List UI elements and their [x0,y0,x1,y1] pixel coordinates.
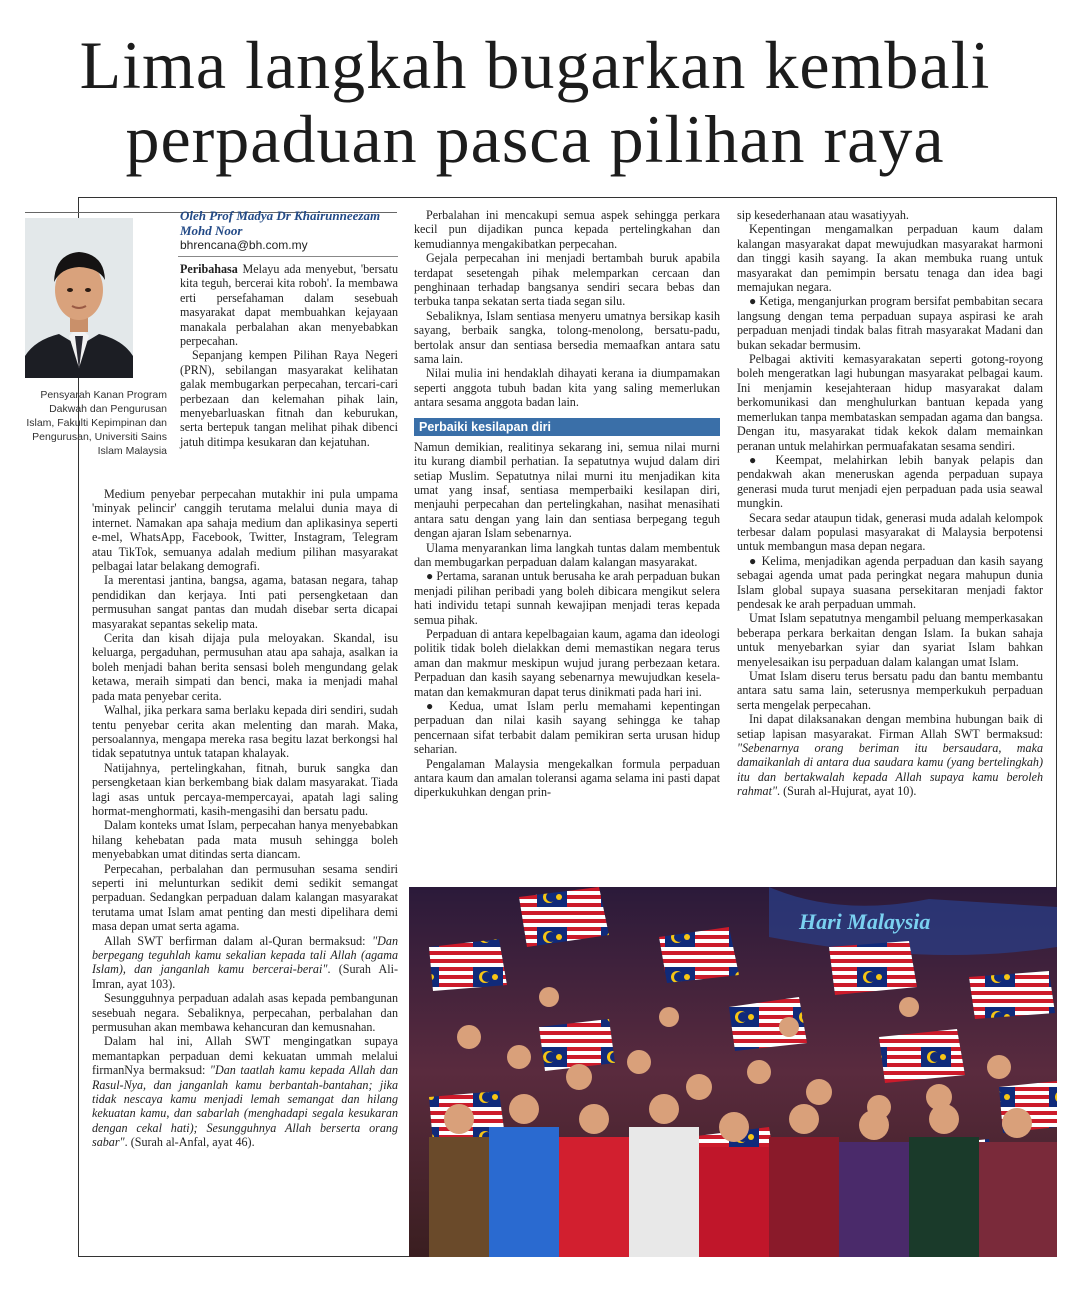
author-byline: Oleh Prof Madya Dr Khairunneezam Mohd Noor [180,208,381,238]
paragraph: Ia merentasi jantina, bangsa, agama, batasan negara, tahap pendidikan dan kerjaya. Inti pati persengketaan dan permusuhan sangat pantas dan mudah disebar serta dicapai masyarakat sepantas sekelip mata. [92,573,398,631]
paragraph: Sebaliknya, Islam sentiasa menyeru umatnya bersikap kasih sayang, berbaik sangka, tolong-menolong, bersatu-padu, bertolak ansur dan sentiasa bersedia memaafkan antara satu sama lain. [414,308,720,367]
paragraph: Peribahasa Melayu ada menyebut, 'bersatu kita teguh, bercerai kita roboh'. Ia membawa erti persefahaman dalam sesebuah masyarakat dapat membuahkan kejayaan manakala perbalahan akan menyebabkan perpecahan. [180,262,398,349]
paragraph: sip kesederhanaan atau wasatiyyah. [737,208,909,222]
photo-banner-text: Hari Malaysia [799,909,931,934]
headline-line-1: Lima langkah bugarkan kembali [79,27,991,103]
paragraph: Pengalaman Malaysia mengekalkan formula perpaduan antara kaum dan amalan toleransi agama selama ini pasti dapat diperkukuhkan dengan prin- [414,756,720,800]
paragraph: Umat Islam diseru terus bersatu padu dan bantu membantu antara satu sama lain, seterusnya memperkukuh perpaduan serta mengelak perpecahan. [737,669,1043,712]
subheading: Perbaiki kesilapan diri [414,418,720,436]
paragraph: Natijahnya, pertelingkahan, fitnah, buruk sangka dan persengketaan kian berkembang biak dalam masyarakat. Tiada lagi asas untuk percaya-mempercayai, apatah lagi saling hormat-menghormati, kasih-mengasihi dan bersatu padu. [92,760,398,818]
lead-word: Peribahasa [180,262,238,276]
paragraph: Dalam konteks umat Islam, perpecahan hanya menyebabkan hilang kehebatan pada mata musuh sehingga boleh menyebabkan umat ditindas serta diancam. [92,818,398,862]
paragraph: Nilai mulia ini hendaklah dihayati kerana ia diumpamakan seperti anggota tubuh badan kita yang saling memerlukan antara sesama anggota badan lain. [414,366,720,410]
paragraph: Pelbagai aktiviti kemasyarakatan seperti gotong-royong boleh mengeratkan lagi hubungan masyarakat pelbagai kaum. Ini menjamin kesejahteraan hidup masyarakat dalam berkomunikasi dan menghulurkan bantuan kepada yang memerlukan tanpa membataskan sempadan agama dan bangsa. Dengan itu, masyarakat tidak kekok dalam memainkan peranan untuk melahirkan permuafakatan sesama sendiri. [737,352,1043,453]
paragraph: ● Ketiga, menganjurkan program bersifat pembabitan secara langsung dengan tema perpaduan supaya aspirasi ke arah perpaduan menjadi tindak balas fitrah masyarakat Madani dan bukan sekadar bermusim. [737,294,1043,352]
headline-line-2: perpaduan pasca pilihan raya [125,101,945,177]
paragraph: Secara sedar ataupun tidak, generasi muda adalah kelompok terbesar dalam populasi masyarakat di Malaysia berpotensi untuk membangun masa depan negara. [737,510,1043,554]
paragraph: Perpaduan di antara kepelbagaian kaum, agama dan ideologi politik tidak boleh dielakkan demi memastikan negara terus aman dan makmur meskipun wujud jurang perbezaan ketara. Perpaduan dan kasih sayang sebenarnya mewujudkan keselamatan dan kemakmuran dapat terus dinikmati pada hari ini. [414,626,720,699]
paragraph: ● Kedua, umat Islam perlu memahami kepentingan perpaduan dan nilai kasih sayang sehingga ke tahap pencernaan sifat terbabit dalam pemikiran serta urusan hidup seharian. [414,699,720,757]
headline [0,28,1070,176]
column-1-lower [92,487,398,1150]
paragraph: Walhal, jika perkara sama berlaku kepada diri sendiri, sudah tentu penyebar cerita akan melenting dan marah. Maka, persoalannya, mengapa mereka rasa begitu lazat berkongsi hal tidak sepatutnya untuk tatapan khalayak. [92,703,398,761]
author-photo [25,218,133,378]
paragraph: Namun demikian, realitinya sekarang ini, semua nilai murni itu kurang diambil perhatian. Ia sepatutnya wujud dalam diri setiap Muslim. Sepatutnya nilai murni itu menjadikan kita umat yang insaf, sentiasa memperbaiki kesilapan diri, menjauhi perpecahan dan pertelingkahan, nasihat menasihati antara satu dengan yang lain dan sentiasa berpegang teguh dengan ajaran Islam sebenarnya. [414,439,720,541]
paragraph: Ini dapat dilaksanakan dengan membina hubungan baik di setiap lapisan masyarakat. Firman Allah SWT bermaksud: "Sebenarnya orang beriman itu bersaudara, maka damaikanlah di antara dua saudara kamu (yang bertelingkah) itu dan bertakwalah kepada Allah supaya kamu beroleh rahmat". (Surah al-Hujurat, ayat 10). [737,712,1043,799]
paragraph: Gejala perpecahan ini menjadi bertambah buruk apabila terdapat sesetengah pihak melemparkan cercaan dan penghinaan terhadap bangsanya sendiri secara bebas dan terbuka tanpa sekatan serta tiada segan silu. [414,251,720,309]
celebration-photo [409,887,1057,1257]
paragraph: Cerita dan kisah dijaja pula meloyakan. Skandal, isu keluarga, pergaduhan, permusuhan atau apa sahaja, asalkan ia boleh menjadi bahan berita sensasi boleh mengundang gelak ketawa, meraih simpati dan benci, maka ia menjadi mahal pada mata penyebar cerita. [92,631,398,703]
paragraph: Medium penyebar perpecahan mutakhir ini pula umpama 'minyak pelincir' canggih terutama melalui dunia maya di internet. Namakan apa sahaja medium dan aplikasinya seperti e-mel, WhatsApp, Facebook, Twitter, Instagram, Telegram atau TikTok, semuanya adalah medium pilihan masyarakat pelbagai latar belakang demografi. [92,487,398,574]
paragraph: Kepentingan mengamalkan perpaduan kaum dalam kalangan masyarakat dapat mewujudkan masyarakat harmoni dan tinggi kasih sayang. Ia akan membuka ruang untuk masyarakat dan pemimpin bersatu tenaga dan idea bagi memajukan negara. [737,222,1043,295]
author-email: bhrencana@bh.com.my [180,238,308,252]
column-3 [737,208,1043,799]
author-caption: Pensyarah Kanan Program Dakwah dan Pengurusan Islam, Fakulti Kepimpinan dan Pengurusan, Universiti Sains Islam Malaysia [26,389,167,457]
paragraph: ● Keempat, melahirkan lebih banyak pelapis dan pendakwah akan meneruskan agenda perpaduan supaya generasi muda turut menjadi ejen perpaduan pada usia seawal mungkin. [737,452,1043,511]
paragraph: ● Pertama, saranan untuk berusaha ke arah perpaduan bukan menjadi pilihan peribadi yang boleh dibicara mengikut selera hati individu tetapi sunnah kewajipan menjadi teras kepada semua pihak. [414,569,720,627]
paragraph: Dalam hal ini, Allah SWT mengingatkan supaya memantapkan perpaduan demi kekuatan ummah melalui firmanNya bermaksud: "Dan taatlah kamu kepada Allah dan Rasul-Nya, dan janganlah kamu berbantah-bantahan; jika tidak nescaya kamu menjadi lemah semangat dan hilang kekuatan kamu, dan sabarlah (menghadapi segala kesukaran dengan cekal hati); Sesungguhnya Allah berserta orang sabar". (Surah al-Anfal, ayat 46). [92,1034,398,1150]
paragraph: Perpecahan, perbalahan dan permusuhan sesama sendiri seperti ini melunturkan sedikit demi sedikit semangat perpaduan. Sedangkan perpaduan dalam kalangan masyarakat terutama umat Islam amat penting dan mesti dipelihara demi masa depan umat serta agama. [92,861,398,934]
paragraph: Sepanjang kempen Pilihan Raya Negeri (PRN), sebilangan masyarakat kelihatan galak membugarkan perpecahan, tercari-cari perbezaan dan kelemahan pihak lain, menyebarluaskan fitnah dan keburukan, serta bertepuk tangan melihat pihak dibenci jatuh ditimpa kesukaran dan kejatuhan. [180,348,398,449]
paragraph: ● Kelima, menjadikan agenda perpaduan dan kasih sayang sebagai agenda umat pada peringkat negara mahupun dunia Islam global supaya suasana persekitaran menjadi faktor pendesak ke arah perpaduan ummah. [737,553,1043,611]
column-2 [414,208,720,800]
paragraph: Allah SWT berfirman dalam al-Quran bermaksud: "Dan berpegang teguhlah kamu sekalian kepada tali Allah (agama Islam), dan janganlah kamu bercerai-berai". (Surah Ali-Imran, ayat 103). [92,933,398,991]
divider [178,256,398,257]
paragraph: Sesungguhnya perpaduan adalah asas kepada pembangunan sesebuah negara. Sebaliknya, perpecahan, perbalahan dan permusuhan akan membawa kehancuran dan kemusnahan. [92,991,398,1035]
column-1-upper [180,262,398,449]
paragraph: Umat Islam sepatutnya mengambil peluang memperkasakan beberapa perkara berkaitan dengan Islam. Ia bukan sahaja untuk menyebarkan syiar dan syariat Islam bahkan menyelesaikan isu perpaduan dalam kalangan umat Islam. [737,611,1043,669]
paragraph: Perbalahan ini mencakupi semua aspek sehingga perkara kecil pun dijadikan punca kepada pertelingkahan dan kemudiannya mengakibatkan perpecahan. [414,208,720,251]
paragraph: Ulama menyarankan lima langkah tuntas dalam membentuk dan membugarkan perpaduan dalam kalangan masyarakat. [414,540,720,569]
